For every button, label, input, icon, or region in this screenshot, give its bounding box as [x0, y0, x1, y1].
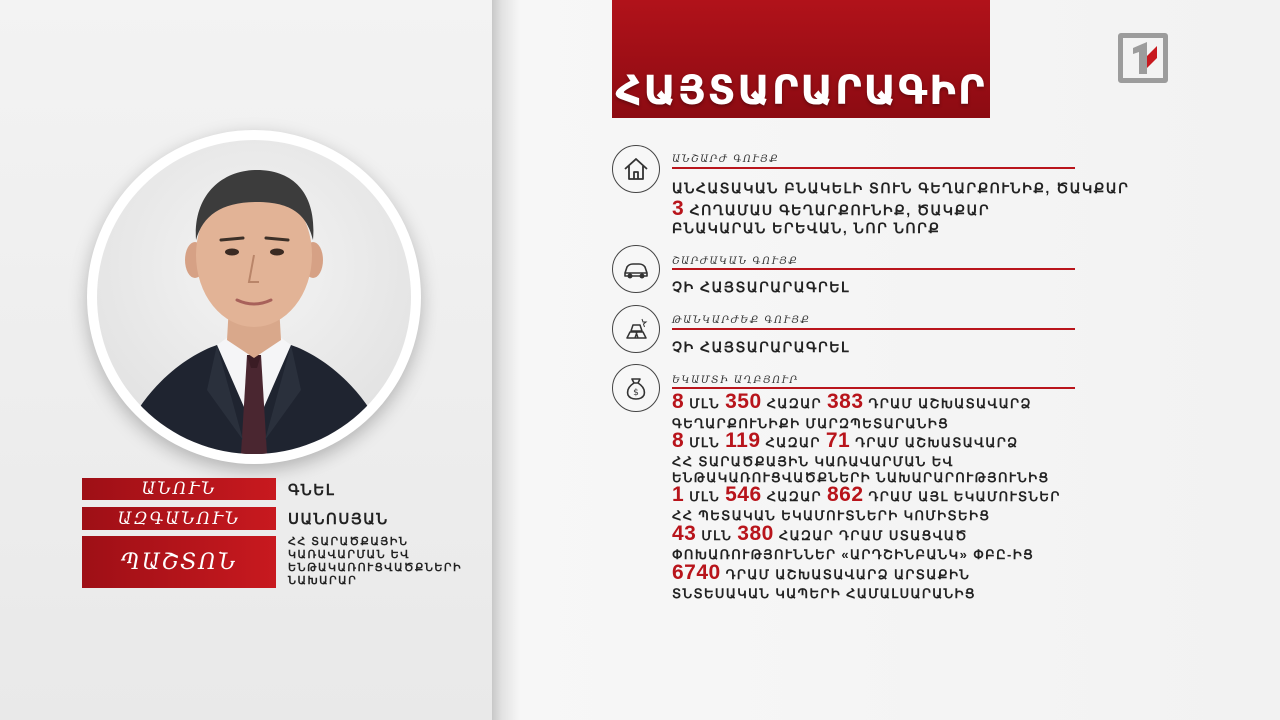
amount-unit: ՀԱԶԱՐ ԴՐԱՄ ՍՏԱՑՎԱԾ — [778, 528, 968, 543]
amount-number: 1 — [672, 483, 685, 506]
car-icon — [612, 245, 660, 293]
income-item-2-source: ՀՀ ՏԱՐԱԾՔԱՅԻՆ ԿԱՌԱՎԱՐՄԱՆ ԵՎ — [672, 454, 954, 469]
money-bag-icon — [612, 364, 660, 412]
income-item-2 — [672, 429, 1019, 452]
amount-desc: ԴՐԱՄ ԱՇԽԱՏԱՎԱՐՁ ԱՐՏԱՔԻՆ — [725, 567, 971, 582]
real-estate-label: ԱՆՇԱՐԺ ԳՈՒՅՔ — [672, 154, 780, 165]
logo-mark — [1123, 38, 1163, 78]
amount-unit: ՄԼՆ — [689, 435, 721, 450]
income-item-4 — [672, 522, 968, 545]
real-estate-line1: ԱՆՀԱՏԱԿԱՆ ԲՆԱԿԵԼԻ ՏՈՒՆ ԳԵՂԱՐՔՈՒՆԻՔ, ԾԱԿՔԱՐ — [672, 180, 1130, 196]
income-item-3 — [672, 483, 1061, 506]
amount-unit: ՀԱԶԱՐ — [765, 435, 821, 450]
section-divider — [672, 387, 1075, 389]
surname-value: ՍԱՆՈՍՅԱՆ — [288, 511, 389, 528]
income-item-5 — [672, 561, 971, 584]
name-value: ԳՆԵԼ — [288, 482, 336, 499]
gold-bars-icon — [612, 305, 660, 353]
position-line: ՀՀ ՏԱՐԱԾՔԱՅԻՆ — [288, 536, 409, 548]
position-line: ՆԱԽԱՐԱՐ — [288, 575, 358, 587]
amount-unit: ՄԼՆ — [701, 528, 733, 543]
movable-value: ՉԻ ՀԱՅՏԱՐԱՐԱԳՐԵԼ — [672, 279, 850, 295]
section-divider — [672, 328, 1075, 330]
income-item-5-source: ՏՆՏԵՍԱԿԱՆ ԿԱՊԵՐԻ ՀԱՄԱԼՍԱՐԱՆԻՑ — [672, 586, 976, 601]
section-divider — [672, 167, 1075, 169]
page-title: ՀԱՅՏԱՐԱՐԱԳԻՐ — [615, 68, 987, 114]
amount-number: 6740 — [672, 561, 721, 584]
page-fold — [492, 0, 520, 720]
amount-number: 8 — [672, 429, 685, 452]
amount-unit: ՄԼՆ — [689, 396, 721, 411]
amount-number: 383 — [826, 390, 864, 413]
income-label: ԵԿԱՄՏԻ ԱՂԲՅՈՒՐ — [672, 375, 799, 386]
tv-channel-1-logo — [1118, 33, 1168, 83]
portrait-frame — [87, 130, 421, 464]
income-item-4-source: ՓՈԽԱՌՈՒԹՅՈՒՆՆԵՐ «ԱՐԴՇԻՆԲԱՆԿ» ՓԲԸ-ԻՑ — [672, 547, 1035, 562]
income-item-2-source-cont: ԵՆԹԱԿԱՌՈՒՑՎԱԾՔՆԵՐԻ ՆԱԽԱՐԱՐՈՒԹՅՈՒՆԻՑ — [672, 470, 1050, 485]
plot-text: ՀՈՂԱՄԱՍ ԳԵՂԱՐՔՈՒՆԻՔ, ԾԱԿՔԱՐ — [689, 202, 991, 218]
amount-unit: ՀԱԶԱՐ — [766, 396, 822, 411]
amount-number: 350 — [725, 390, 762, 413]
amount-number: 546 — [725, 483, 762, 506]
position-value — [288, 536, 462, 588]
amount-desc: ԴՐԱՄ ԱՇԽԱՏԱՎԱՐՁ — [855, 435, 1019, 450]
real-estate-line3: ԲՆԱԿԱՐԱՆ ԵՐԵՎԱՆ, ՆՈՐ ՆՈՐՔ — [672, 220, 941, 236]
position-line: ԿԱՌԱՎԱՐՄԱՆ ԵՎ — [288, 549, 411, 561]
amount-number: 43 — [672, 522, 697, 545]
movable-label: ՇԱՐԺԱԿԱՆ ԳՈՒՅՔ — [672, 256, 799, 267]
amount-unit: ՀԱԶԱՐ — [766, 489, 822, 504]
income-item-1-source: ԳԵՂԱՐՔՈՒՆԻՔԻ ՄԱՐԶՊԵՏԱՐԱՆԻՑ — [672, 416, 950, 431]
valuables-label: ԹԱՆԿԱՐԺԵՔ ԳՈՒՅՔ — [672, 315, 811, 326]
surname-label: ԱԶԳԱՆՈՒՆ — [82, 507, 276, 530]
portrait-photo — [97, 140, 411, 454]
amount-number: 380 — [737, 522, 774, 545]
portrait-illustration — [97, 140, 411, 454]
amount-desc: ԴՐԱՄ ԱՅԼ ԵԿԱՄՈՒՏՆԵՐ — [868, 489, 1061, 504]
amount-number: 71 — [825, 429, 851, 452]
amount-unit: ՄԼՆ — [689, 489, 721, 504]
real-estate-line2 — [672, 197, 990, 221]
house-icon — [612, 145, 660, 193]
section-divider — [672, 268, 1075, 270]
plot-count: 3 — [672, 197, 685, 220]
amount-number: 119 — [725, 429, 761, 452]
amount-number: 8 — [672, 390, 685, 413]
valuables-value: ՉԻ ՀԱՅՏԱՐԱՐԱԳՐԵԼ — [672, 339, 850, 355]
position-label: ՊԱՇՏՈՆ — [82, 536, 276, 588]
name-label: ԱՆՈՒՆ — [82, 478, 276, 500]
income-item-3-source: ՀՀ ՊԵՏԱԿԱՆ ԵԿԱՄՈՒՏՆԵՐԻ ԿՈՄԻՏԵԻՑ — [672, 508, 991, 523]
amount-desc: ԴՐԱՄ ԱՇԽԱՏԱՎԱՐՁ — [868, 396, 1032, 411]
position-line: ԵՆԹԱԿԱՌՈՒՑՎԱԾՔՆԵՐԻ — [288, 562, 463, 574]
svg-text:$: $ — [633, 388, 639, 398]
amount-number: 862 — [826, 483, 864, 506]
income-item-1 — [672, 390, 1032, 413]
